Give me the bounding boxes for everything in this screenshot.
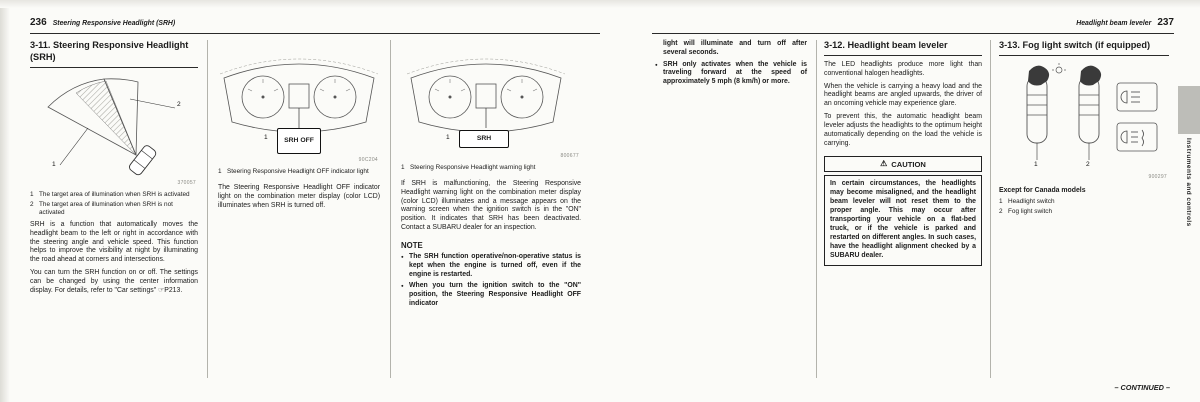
right-page-header <box>652 12 1174 34</box>
figure-code: 90C204 <box>358 157 378 163</box>
scan-edge-top <box>0 0 1200 8</box>
srh-off-indicator-badge <box>277 128 321 154</box>
srh-description-paragraph: SRH is a function that automatically moves the headlight beam to the left or right in accordance with the steering angle and vehicle speed. This function helps to improve the visibility at night by illuminating the road ahead at corners and intersections. <box>30 220 198 264</box>
note-item <box>655 61 807 87</box>
section-3-11-title: 3-11. Steering Responsive Headlight (SRH) <box>30 40 198 68</box>
legend-text: The target area of illumination when SRH is not activated <box>39 200 173 216</box>
left-page-running-title: Steering Responsive Headlight (SRH) <box>52 20 176 27</box>
bullet-icon <box>401 253 409 279</box>
left-page-header <box>30 12 600 34</box>
figure-srh-off-indicator <box>218 42 380 164</box>
bullet-icon <box>401 282 409 308</box>
column-srh-off-indicator <box>218 40 380 380</box>
column-divider <box>390 40 391 378</box>
legend-item <box>30 201 198 217</box>
figure-callout-2: 2 <box>177 100 181 108</box>
column-beam-leveler <box>824 40 982 380</box>
caption-text: Steering Responsive Headlight OFF indicator light <box>227 168 369 175</box>
column-srh-warning <box>401 40 581 380</box>
figure-srh-beam-area <box>30 73 198 187</box>
legend-num: 2 <box>30 200 34 208</box>
leveler-paragraph-2: When the vehicle is carrying a heavy load and the headlight beams are angled upwards, the driver of an oncoming vehicle may experience glare. <box>824 82 982 108</box>
legend-text: The target area of illumination when SRH is activated <box>39 190 190 198</box>
column-divider <box>816 40 817 378</box>
legend-num: 1 <box>999 197 1003 205</box>
note-item <box>401 253 581 279</box>
caution-title: CAUTION <box>891 159 926 169</box>
legend-text: Headlight switch <box>1008 197 1055 205</box>
srh-warning-badge <box>459 130 509 148</box>
legend-text: Fog light switch <box>1008 207 1053 215</box>
section-tab-marker <box>1178 86 1200 134</box>
srh-off-paragraph: The Steering Responsive Headlight OFF indicator light on the combination meter display (color LCD) illuminates when SRH is turned off. <box>218 184 380 209</box>
figure-callout-2: 2 <box>1086 160 1090 168</box>
figure-callout-1: 1 <box>52 160 56 168</box>
column-divider <box>990 40 991 378</box>
srh-settings-paragraph: You can turn the SRH function on or off. The settings can be changed by using the center information display. For details, refer to "Car settings" ☞P213. <box>30 269 198 294</box>
caption-text: Steering Responsive Headlight warning light <box>410 164 536 171</box>
caution-body: In certain circumstances, the headlights may become misaligned, and the headlight beam leveler will not reset them to the proper angle. This may occur after transporting your vehicle on a flat-bed truck, or if the vehicle is parked and restarted on different angles. In such cases, have the headlight alignment checked by a SUBARU dealer. <box>824 175 982 266</box>
leveler-paragraph-1: The LED headlights produce more light than conventional halogen headlights. <box>824 60 982 77</box>
legend-item <box>999 198 1169 206</box>
legend-num: 2 <box>999 207 1003 215</box>
except-canada-note: Except for Canada models <box>999 186 1086 194</box>
srh-warning-paragraph: If SRH is malfunctioning, the Steering Responsive Headlight warning light on the combination meter display (color LCD) illuminates and a message appears on the warning screen when the ignition switch is in the "ON" position. It indicates that SRH has been deactivated. Contact a SUBARU dealer for an inspection. <box>401 180 581 232</box>
right-page-number: 237 <box>1157 17 1174 28</box>
legend-item <box>999 208 1169 216</box>
column-divider <box>207 40 208 378</box>
leveler-paragraph-3: To prevent this, the automatic headlight beam leveler adjusts the headlights to the optimum height automatically depending on the load the vehicle is carrying. <box>824 113 982 147</box>
caption-num: 1 <box>218 168 222 175</box>
figure-srh-warning-light <box>401 42 581 160</box>
figure-callout-1: 1 <box>264 134 268 141</box>
legend-item <box>30 191 198 199</box>
note-continuation-text: light will illuminate and turn off after several seconds. <box>663 40 807 56</box>
right-page-running-title: Headlight beam leveler <box>1076 20 1152 27</box>
bullet-icon <box>655 61 663 87</box>
continued-marker: – CONTINUED – <box>1114 383 1170 392</box>
srh-warning-text: SRH <box>476 135 492 143</box>
column-srh-intro <box>30 40 198 380</box>
caption-num: 1 <box>401 164 405 171</box>
scan-edge-left <box>0 0 10 402</box>
switch-legend <box>999 198 1169 216</box>
srh-off-indicator-text: SRH OFF <box>284 137 314 145</box>
beam-legend <box>30 191 198 217</box>
figure-caption <box>218 168 380 176</box>
section-tab-label: Instruments and controls <box>1185 138 1192 227</box>
figure-callout-1: 1 <box>446 134 450 141</box>
figure-code: 800677 <box>560 153 579 159</box>
figure-caption <box>401 164 581 172</box>
figure-callout-1: 1 <box>1034 160 1038 168</box>
column-fog-light-switch <box>999 40 1169 380</box>
srh-beam-illustration <box>30 73 198 185</box>
switch-stalk-illustration <box>999 61 1169 177</box>
warning-triangle-icon: ⚠ <box>880 159 888 169</box>
note-heading: NOTE <box>401 240 423 250</box>
note-item <box>401 282 581 308</box>
column-note-continuation <box>655 40 807 380</box>
figure-code: 370057 <box>177 179 196 186</box>
caution-header <box>824 156 982 172</box>
left-page-number: 236 <box>30 17 47 28</box>
section-3-13-title: 3-13. Fog light switch (if equipped) <box>999 40 1169 56</box>
legend-num: 1 <box>30 190 34 198</box>
note-text: When you turn the ignition switch to the "ON" position, the Steering Responsive Headlight OFF indicator <box>409 282 581 308</box>
section-3-12-title: 3-12. Headlight beam leveler <box>824 40 982 56</box>
note-text: The SRH function operative/non-operative status is kept when the engine is turned off, even if the engine is restarted. <box>409 252 581 278</box>
figure-code: 900297 <box>1148 173 1167 180</box>
figure-fog-light-switch <box>999 61 1169 181</box>
note-text: SRH only activates when the vehicle is traveling forward at the speed of approximately 5 mph (8 km/h) or more. <box>663 60 807 86</box>
